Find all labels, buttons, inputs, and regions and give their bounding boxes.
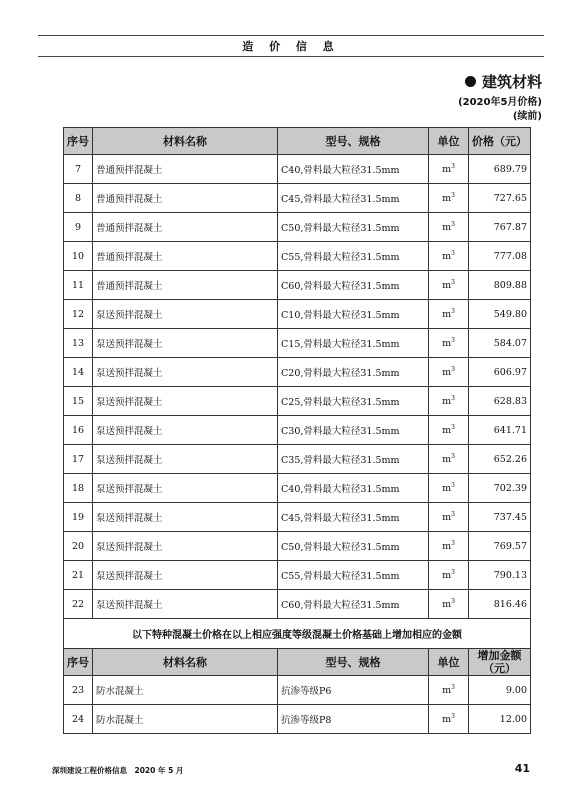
price: 727.65	[469, 184, 531, 213]
row-number: 9	[64, 213, 93, 242]
header2-increase-line2: （元）	[483, 662, 516, 675]
material-spec: C40,骨料最大粒径31.5mm	[278, 155, 429, 184]
price: 584.07	[469, 329, 531, 358]
unit-base: m	[442, 338, 452, 350]
price: 12.00	[469, 705, 531, 734]
table-row	[64, 213, 531, 242]
material-name: 泵送预拌混凝土	[93, 532, 278, 561]
unit-superscript: 3	[451, 365, 455, 373]
table-row	[64, 676, 531, 705]
unit	[429, 561, 469, 590]
unit	[429, 329, 469, 358]
unit	[429, 155, 469, 184]
price: 769.57	[469, 532, 531, 561]
table-row	[64, 358, 531, 387]
material-name: 普通预拌混凝土	[93, 184, 278, 213]
price: 777.08	[469, 242, 531, 271]
section-title: 建筑材料	[481, 73, 542, 91]
unit-base: m	[442, 280, 452, 292]
unit-superscript: 3	[451, 394, 455, 402]
unit	[429, 676, 469, 705]
unit	[429, 503, 469, 532]
material-spec: C45,骨料最大粒径31.5mm	[278, 503, 429, 532]
material-name: 泵送预拌混凝土	[93, 416, 278, 445]
unit-base: m	[442, 483, 452, 495]
unit	[429, 358, 469, 387]
unit	[429, 474, 469, 503]
unit-base: m	[442, 570, 452, 582]
price: 767.87	[469, 213, 531, 242]
table-row	[64, 329, 531, 358]
price: 9.00	[469, 676, 531, 705]
unit-base: m	[442, 599, 452, 611]
unit-superscript: 3	[451, 481, 455, 489]
price: 790.13	[469, 561, 531, 590]
row-number: 17	[64, 445, 93, 474]
header2-no: 序号	[64, 649, 93, 676]
material-name: 泵送预拌混凝土	[93, 590, 278, 619]
material-name: 泵送预拌混凝土	[93, 387, 278, 416]
row-number: 16	[64, 416, 93, 445]
unit	[429, 213, 469, 242]
unit	[429, 705, 469, 734]
row-number: 18	[64, 474, 93, 503]
row-number: 21	[64, 561, 93, 590]
unit	[429, 184, 469, 213]
material-name: 泵送预拌混凝土	[93, 300, 278, 329]
row-number: 15	[64, 387, 93, 416]
material-name: 泵送预拌混凝土	[93, 474, 278, 503]
unit-base: m	[442, 222, 452, 234]
header2-spec: 型号、规格	[278, 649, 429, 676]
unit	[429, 590, 469, 619]
unit-superscript: 3	[451, 597, 455, 605]
table-row	[64, 242, 531, 271]
price: 689.79	[469, 155, 531, 184]
unit-base: m	[442, 685, 452, 697]
price: 702.39	[469, 474, 531, 503]
unit-base: m	[442, 714, 452, 726]
material-name: 普通预拌混凝土	[93, 155, 278, 184]
material-name: 泵送预拌混凝土	[93, 358, 278, 387]
row-number: 22	[64, 590, 93, 619]
material-spec: C55,骨料最大粒径31.5mm	[278, 242, 429, 271]
price: 737.45	[469, 503, 531, 532]
unit	[429, 300, 469, 329]
table-row	[64, 445, 531, 474]
material-name: 泵送预拌混凝土	[93, 445, 278, 474]
material-spec: 抗渗等级P6	[278, 676, 429, 705]
header-rule-bottom	[38, 56, 544, 57]
header-name: 材料名称	[93, 128, 278, 155]
table-row	[64, 271, 531, 300]
table-row	[64, 561, 531, 590]
unit-base: m	[442, 425, 452, 437]
bullet-icon	[465, 76, 476, 87]
unit-superscript: 3	[451, 278, 455, 286]
material-spec: C15,骨料最大粒径31.5mm	[278, 329, 429, 358]
price: 652.26	[469, 445, 531, 474]
unit-superscript: 3	[451, 336, 455, 344]
header2-unit: 单位	[429, 649, 469, 676]
row-number: 14	[64, 358, 93, 387]
material-spec: C50,骨料最大粒径31.5mm	[278, 213, 429, 242]
unit-superscript: 3	[451, 423, 455, 431]
note-text: 以下特种混凝土价格在以上相应强度等级混凝土价格基础上增加相应的金额	[64, 619, 531, 649]
unit-base: m	[442, 512, 452, 524]
unit-base: m	[442, 193, 452, 205]
unit-superscript: 3	[451, 568, 455, 576]
material-spec: C30,骨料最大粒径31.5mm	[278, 416, 429, 445]
unit	[429, 271, 469, 300]
unit-superscript: 3	[451, 220, 455, 228]
table-header-row-2	[64, 649, 531, 676]
header2-increase	[469, 649, 531, 676]
material-spec: C20,骨料最大粒径31.5mm	[278, 358, 429, 387]
page-number: 41	[514, 762, 530, 775]
row-number: 13	[64, 329, 93, 358]
section-heading	[465, 71, 542, 92]
row-number: 20	[64, 532, 93, 561]
unit-superscript: 3	[451, 249, 455, 257]
table-row	[64, 184, 531, 213]
material-name: 泵送预拌混凝土	[93, 503, 278, 532]
material-name: 防水混凝土	[93, 705, 278, 734]
table-row	[64, 387, 531, 416]
unit	[429, 242, 469, 271]
material-name: 泵送预拌混凝土	[93, 561, 278, 590]
table-row	[64, 532, 531, 561]
price: 809.88	[469, 271, 531, 300]
table-row	[64, 705, 531, 734]
material-spec: C10,骨料最大粒径31.5mm	[278, 300, 429, 329]
price: 606.97	[469, 358, 531, 387]
header2-increase-line1: 增加金额	[477, 649, 522, 662]
note-row	[64, 619, 531, 649]
unit-base: m	[442, 367, 452, 379]
unit-base: m	[442, 309, 452, 321]
material-spec: C25,骨料最大粒径31.5mm	[278, 387, 429, 416]
row-number: 10	[64, 242, 93, 271]
table-row	[64, 474, 531, 503]
unit-base: m	[442, 454, 452, 466]
row-number: 7	[64, 155, 93, 184]
unit-superscript: 3	[451, 683, 455, 691]
unit-superscript: 3	[451, 510, 455, 518]
unit-base: m	[442, 541, 452, 553]
materials-table	[63, 127, 531, 734]
material-spec: C40,骨料最大粒径31.5mm	[278, 474, 429, 503]
row-number: 23	[64, 676, 93, 705]
table-row	[64, 590, 531, 619]
material-spec: C50,骨料最大粒径31.5mm	[278, 532, 429, 561]
table-row	[64, 503, 531, 532]
row-number: 19	[64, 503, 93, 532]
price: 641.71	[469, 416, 531, 445]
unit	[429, 387, 469, 416]
header-rule-top	[38, 35, 544, 36]
unit	[429, 532, 469, 561]
unit	[429, 416, 469, 445]
price: 628.83	[469, 387, 531, 416]
header-unit: 单位	[429, 128, 469, 155]
section-date: (2020年5月价格)	[458, 97, 542, 108]
row-number: 11	[64, 271, 93, 300]
material-name: 普通预拌混凝土	[93, 271, 278, 300]
material-name: 普通预拌混凝土	[93, 213, 278, 242]
header-no: 序号	[64, 128, 93, 155]
table-header-row	[64, 128, 531, 155]
row-number: 8	[64, 184, 93, 213]
unit-superscript: 3	[451, 712, 455, 720]
unit	[429, 445, 469, 474]
price: 549.80	[469, 300, 531, 329]
material-spec: C55,骨料最大粒径31.5mm	[278, 561, 429, 590]
material-spec: C60,骨料最大粒径31.5mm	[278, 271, 429, 300]
unit-superscript: 3	[451, 162, 455, 170]
unit-superscript: 3	[451, 539, 455, 547]
table-row	[64, 155, 531, 184]
material-spec: C35,骨料最大粒径31.5mm	[278, 445, 429, 474]
material-name: 普通预拌混凝土	[93, 242, 278, 271]
footer-publication: 深圳建设工程价格信息 2020 年 5 月	[52, 766, 184, 775]
unit-superscript: 3	[451, 307, 455, 315]
page-header-title: 造 价 信 息	[242, 40, 340, 53]
material-spec: C60,骨料最大粒径31.5mm	[278, 590, 429, 619]
material-spec: 抗渗等级P8	[278, 705, 429, 734]
table-row	[64, 300, 531, 329]
header2-name: 材料名称	[93, 649, 278, 676]
section-continued: (续前)	[512, 111, 542, 122]
table-row	[64, 416, 531, 445]
material-name: 防水混凝土	[93, 676, 278, 705]
header-spec: 型号、规格	[278, 128, 429, 155]
unit-superscript: 3	[451, 191, 455, 199]
row-number: 24	[64, 705, 93, 734]
price: 816.46	[469, 590, 531, 619]
unit-base: m	[442, 396, 452, 408]
unit-superscript: 3	[451, 452, 455, 460]
header-price: 价格（元）	[469, 128, 531, 155]
unit-base: m	[442, 251, 452, 263]
material-spec: C45,骨料最大粒径31.5mm	[278, 184, 429, 213]
row-number: 12	[64, 300, 93, 329]
unit-base: m	[442, 164, 452, 176]
material-name: 泵送预拌混凝土	[93, 329, 278, 358]
